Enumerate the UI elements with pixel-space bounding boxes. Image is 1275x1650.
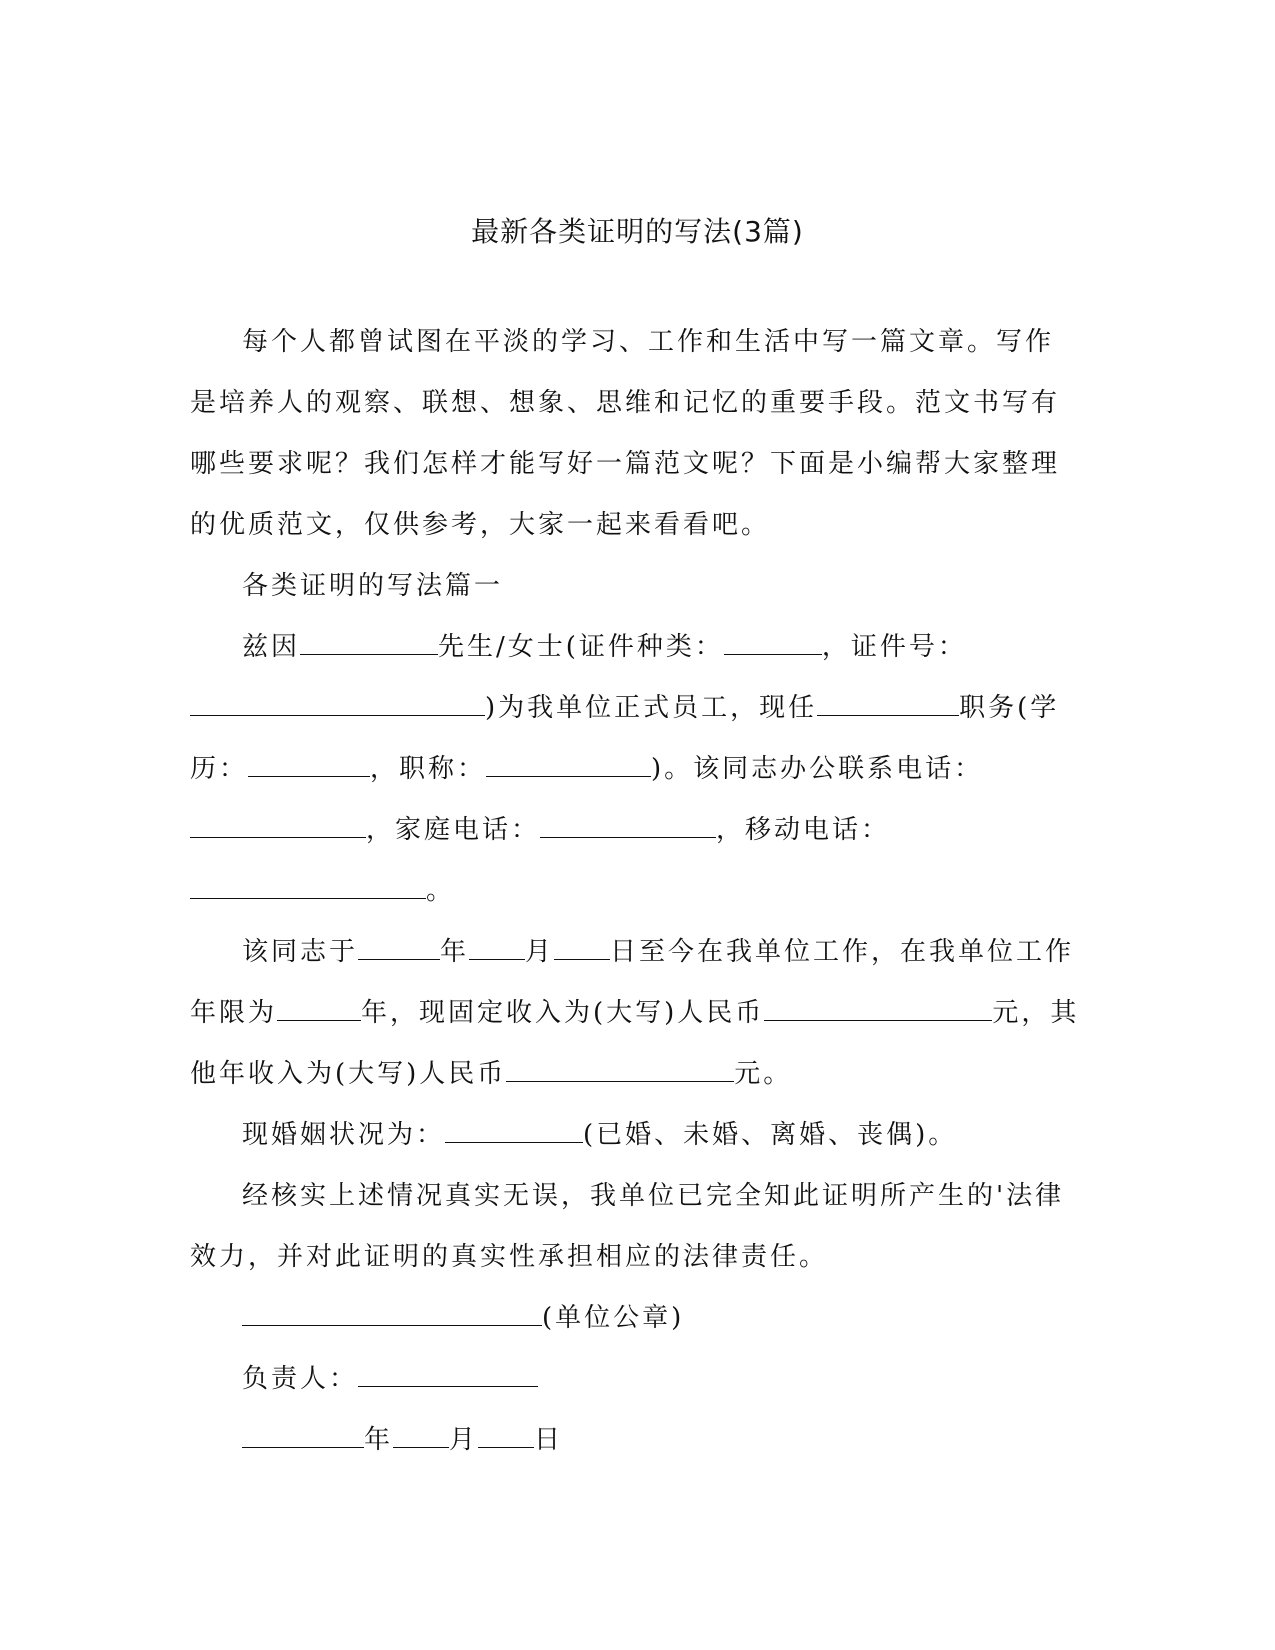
date-day-blank: [478, 1425, 534, 1448]
seal-blank: [242, 1303, 542, 1326]
text-fragment: 现婚姻状况为：: [242, 1120, 446, 1150]
marital-status-blank: [445, 1120, 583, 1143]
years-worked-blank: [277, 998, 361, 1021]
text-fragment: 兹因: [242, 632, 301, 662]
seal-label: (单位公章): [542, 1303, 685, 1333]
education-blank: [248, 754, 370, 777]
responsible-label: 负责人：: [242, 1364, 359, 1394]
employment-paragraph: [190, 922, 1080, 1105]
document-title: 最新各类证明的写法(3篇): [471, 215, 804, 248]
responsible-blank: [358, 1364, 538, 1387]
position-blank: [817, 693, 959, 716]
date-year-label: 年: [364, 1425, 394, 1455]
intro-paragraph: 每个人都曾试图在平淡的学习、工作和生活中写一篇文章。写作是培养人的观察、联想、想象、思维和记忆的重要手段。范文书写有哪些要求呢？我们怎样才能写好一篇范文呢？下面是小编帮大家整理的优质范文，仅供参考，大家一起来看看吧。: [190, 327, 1061, 540]
text-fragment: ，家庭电话：: [366, 815, 541, 845]
text-fragment: 元，其他年收入为(大写)人民币: [190, 998, 1080, 1089]
name-blank: [300, 632, 438, 655]
text-fragment: ，证件号：: [821, 632, 967, 662]
text-fragment: (已婚、未婚、离婚、丧偶)。: [583, 1120, 958, 1150]
other-income-blank: [506, 1059, 734, 1082]
text-fragment: ，职称：: [370, 754, 487, 784]
text-fragment: 年: [440, 937, 470, 967]
date-month-label: 月: [449, 1425, 479, 1455]
document-body: [190, 312, 1080, 1471]
start-year-blank: [358, 937, 440, 960]
verification-paragraph: 经核实上述情况真实无误，我单位已完全知此证明所产生的'法律效力，并对此证明的真实性承担相应的法律责任。: [190, 1181, 1065, 1272]
fixed-income-blank: [764, 998, 992, 1021]
text-fragment: 年，现固定收入为(大写)人民币: [361, 998, 765, 1028]
office-phone-blank: [190, 815, 366, 838]
title-rank-blank: [486, 754, 651, 777]
id-number-blank: [190, 693, 485, 716]
text-fragment: 日至今在我单位工作，在我单位工作年限为: [190, 937, 1075, 1028]
responsible-line: [190, 1349, 1080, 1410]
text-fragment: ，移动电话：: [716, 815, 891, 845]
date-line: [190, 1410, 1080, 1471]
date-year-blank: [242, 1425, 364, 1448]
text-fragment: 该同志于: [242, 937, 359, 967]
text-fragment: 先生/女士(证件种类：: [438, 632, 724, 662]
text-fragment: 元。: [734, 1059, 793, 1089]
text-fragment: 。: [426, 876, 456, 906]
start-day-blank: [554, 937, 610, 960]
start-month-blank: [469, 937, 525, 960]
text-fragment: 职务(学历：: [190, 693, 1060, 784]
home-phone-blank: [540, 815, 716, 838]
date-day-label: 日: [534, 1425, 564, 1455]
section-heading: 各类证明的写法篇一: [242, 571, 504, 601]
employee-info-paragraph: [190, 617, 1080, 922]
mobile-phone-blank: [190, 876, 426, 899]
marital-status-paragraph: [190, 1105, 1080, 1166]
date-month-blank: [393, 1425, 449, 1448]
text-fragment: )为我单位正式员工，现任: [485, 693, 818, 723]
text-fragment: )。该同志办公联系电话：: [651, 754, 984, 784]
seal-line: [190, 1288, 1080, 1349]
text-fragment: 月: [525, 937, 555, 967]
id-type-blank: [724, 632, 822, 655]
